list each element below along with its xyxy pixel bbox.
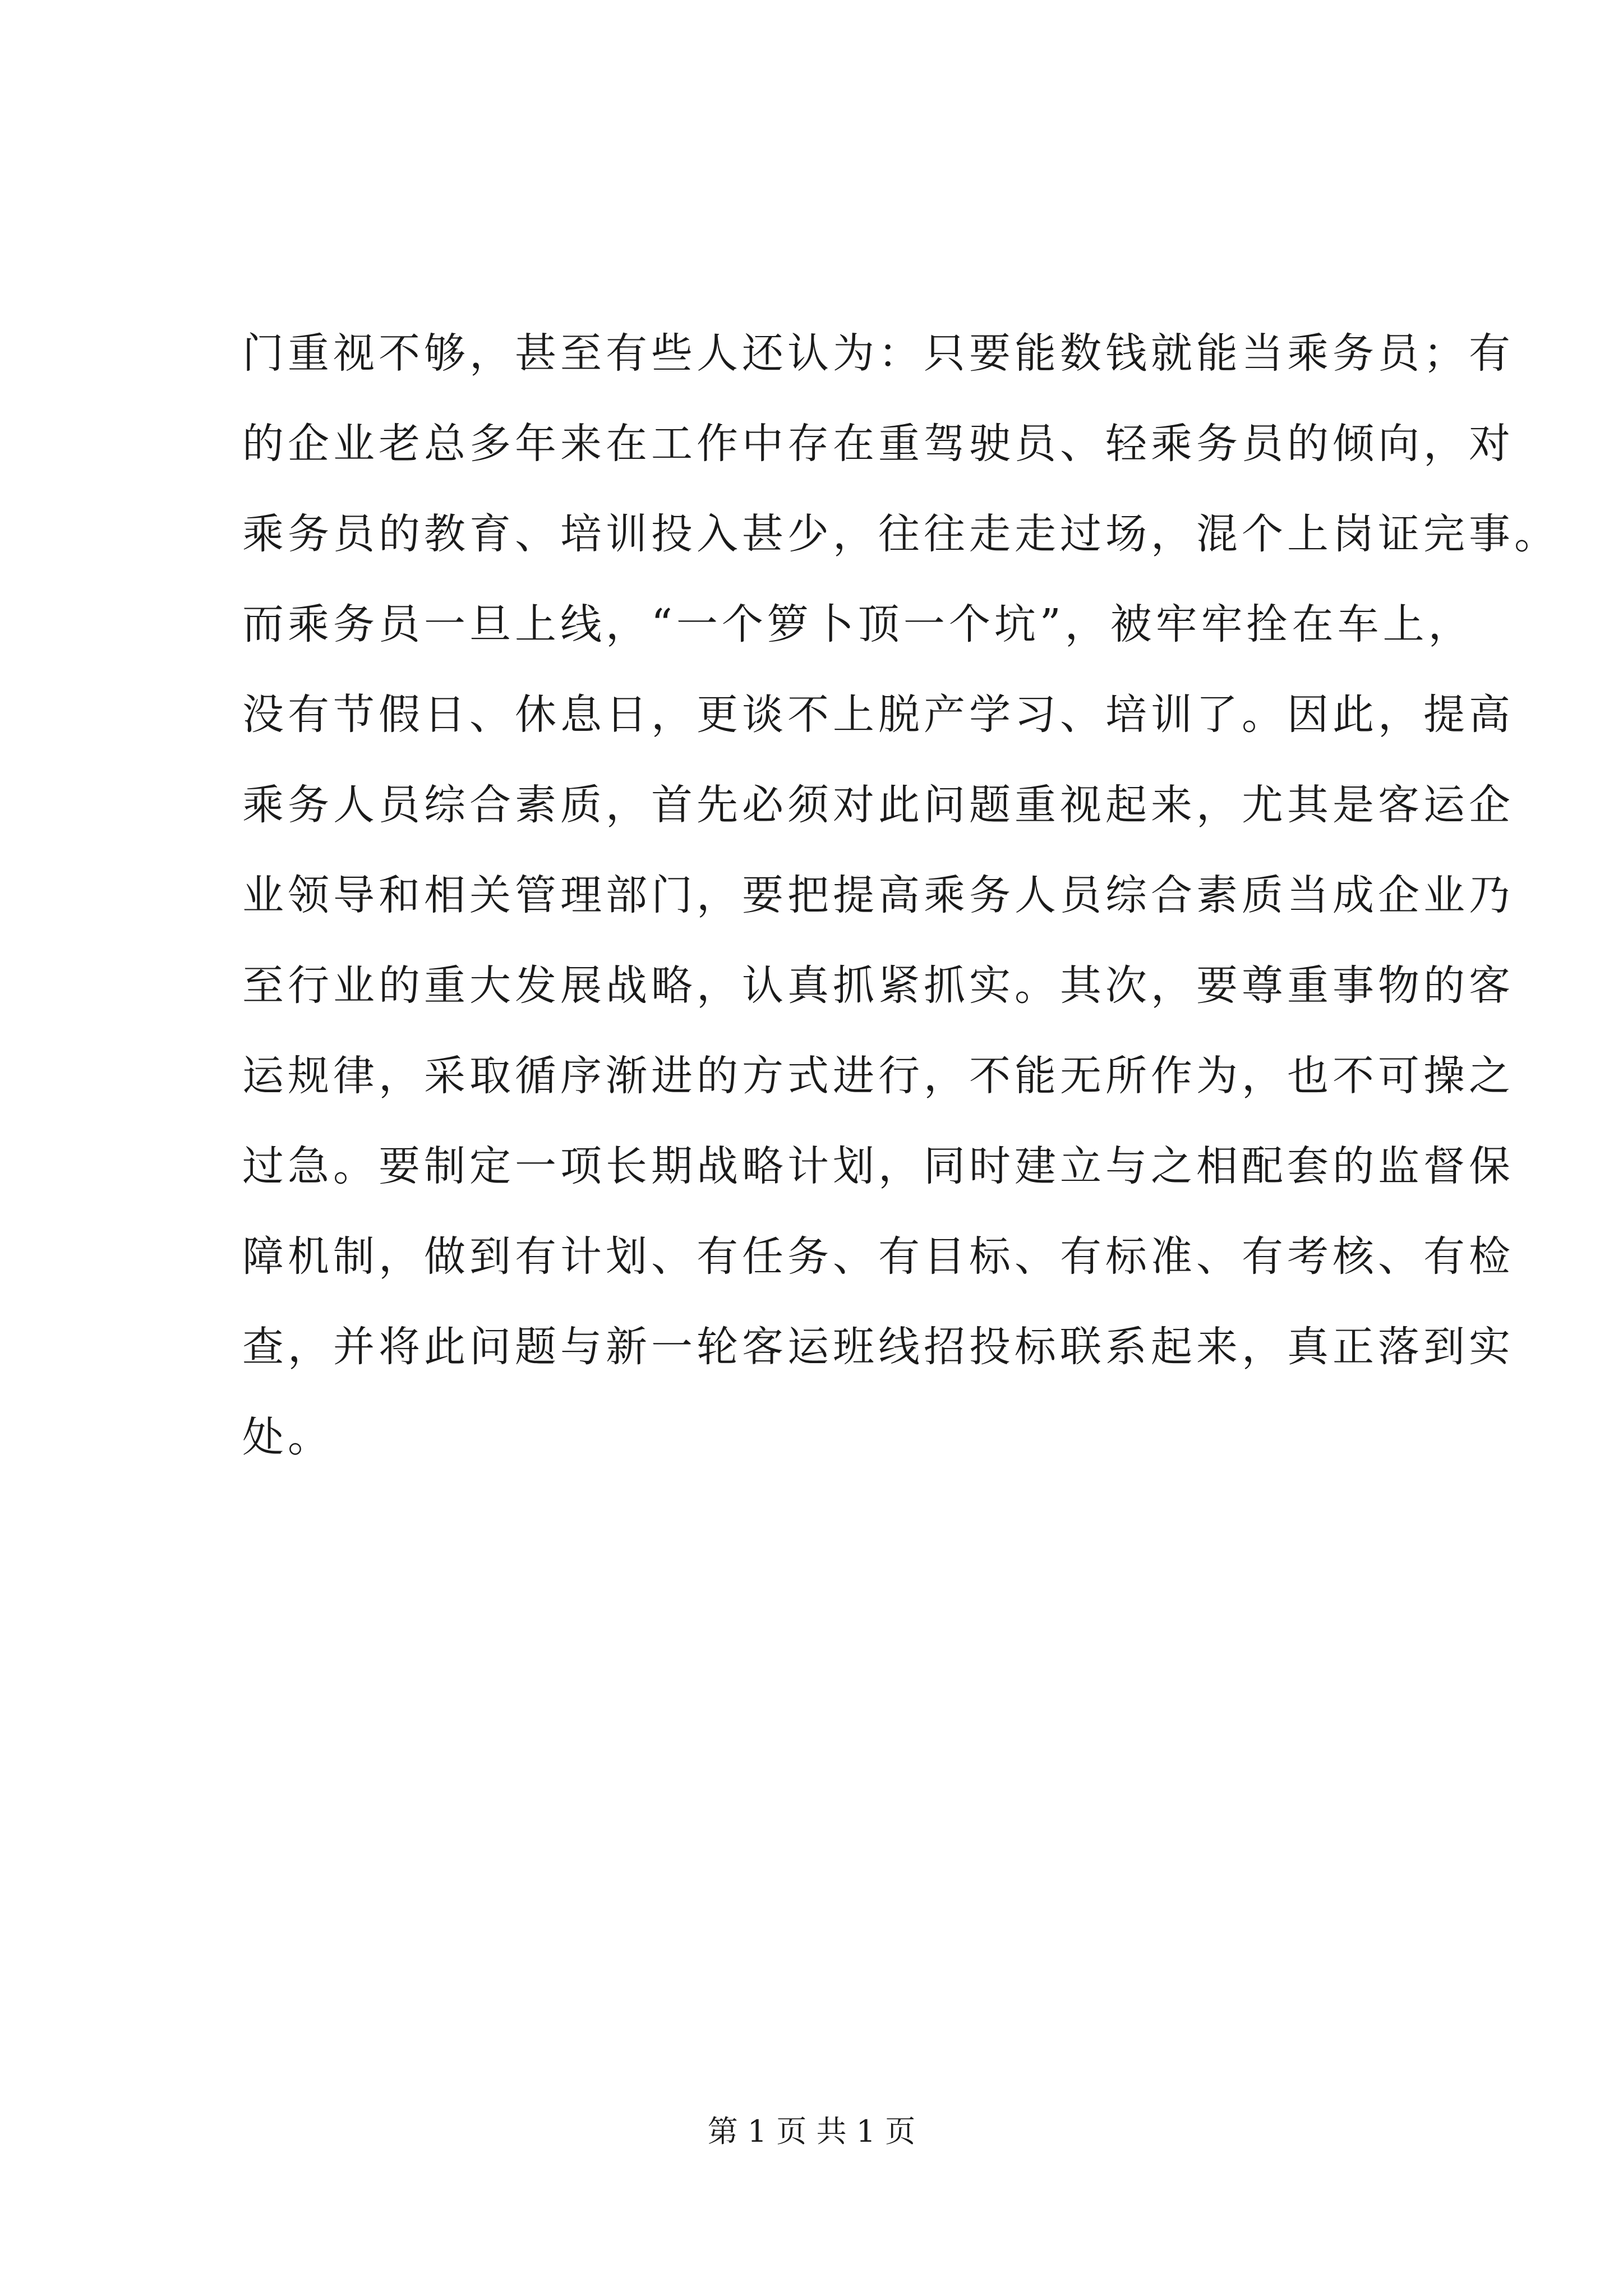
text-line: 至行业的重大发展战略，认真抓紧抓实。其次，要尊重事物的客 xyxy=(242,961,1514,1010)
page-footer xyxy=(0,2112,1623,2151)
body-paragraph xyxy=(242,309,1560,1483)
text-line: 门重视不够，甚至有些人还认为：只要能数钱就能当乘务员；有 xyxy=(242,329,1514,378)
text-line: 的企业老总多年来在工作中存在重驾驶员、轻乘务员的倾向，对 xyxy=(242,420,1514,468)
text-line: 没有节假日、休息日，更谈不上脱产学习、培训了。因此，提高 xyxy=(242,691,1514,739)
text-line: 业领导和相关管理部门，要把提高乘务人员综合素质当成企业乃 xyxy=(242,871,1514,919)
text-line: 处。 xyxy=(242,1413,333,1461)
text-line: 而乘务员一旦上线，“一个箩卜顶一个坑”，被牢牢拴在车上， xyxy=(242,600,1474,648)
page-number-label: 第 1 页 共 1 页 xyxy=(707,2114,916,2149)
text-line: 障机制，做到有计划、有任务、有目标、有标准、有考核、有检 xyxy=(242,1232,1514,1281)
text-line: 运规律，采取循序渐进的方式进行，不能无所作为，也不可操之 xyxy=(242,1052,1514,1100)
text-line: 过急。要制定一项长期战略计划，同时建立与之相配套的监督保 xyxy=(242,1142,1514,1190)
text-line: 乘务人员综合素质，首先必须对此问题重视起来，尤其是客运企 xyxy=(242,781,1514,829)
text-line: 乘务员的教育、培训投入甚少，往往走走过场，混个上岗证完事。 xyxy=(242,510,1560,558)
text-line: 查，并将此问题与新一轮客运班线招投标联系起来，真正落到实 xyxy=(242,1323,1514,1371)
